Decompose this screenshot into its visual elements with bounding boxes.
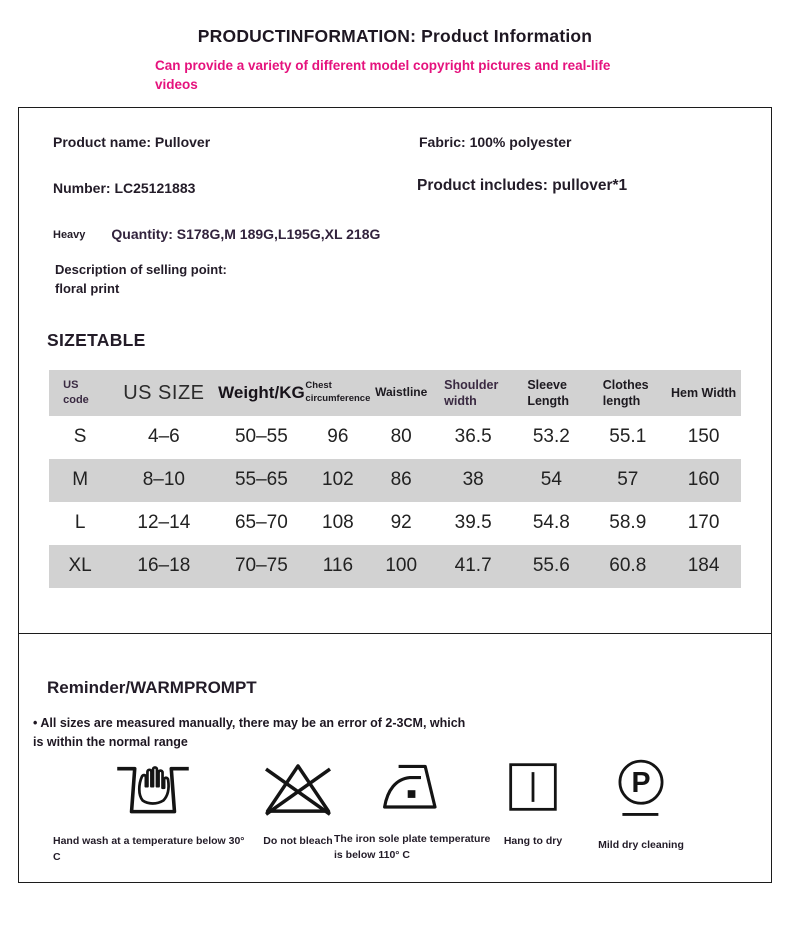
- table-cell: 150: [687, 425, 720, 447]
- table-cell: 184: [687, 554, 720, 576]
- table-cell: 65–70: [234, 511, 288, 533]
- table-cell: 55–65: [234, 468, 288, 490]
- table-cell: 80: [390, 425, 412, 447]
- hand-wash-icon: [113, 756, 193, 818]
- table-row: [49, 545, 741, 588]
- table-cell: 36.5: [454, 425, 492, 447]
- table-cell: 100: [385, 554, 418, 576]
- table-cell: 54: [540, 468, 562, 490]
- care-label: The iron sole plate temperature is below 110° C: [334, 832, 491, 862]
- table-cell: 12–14: [137, 511, 191, 533]
- hang-to-dry-icon: [502, 756, 564, 818]
- table-cell: 116: [322, 554, 354, 576]
- reminder-heading: Reminder/WARMPROMPT: [47, 677, 257, 697]
- do-not-bleach-icon: [259, 756, 337, 818]
- table-cell: S: [73, 425, 87, 447]
- page-title: PRODUCTINFORMATION: Product Information: [197, 26, 593, 46]
- care-item-hand-wash: [53, 756, 253, 866]
- col-header-clothes-length: Clothes length: [602, 377, 649, 408]
- table-cell: 53.2: [532, 425, 570, 447]
- selling-point-description: [55, 260, 227, 298]
- heavy-label: Heavy: [53, 228, 86, 241]
- table-cell: 50–55: [234, 425, 288, 447]
- table-cell: 170: [687, 511, 720, 533]
- iron-low-temperature-icon: [379, 756, 449, 816]
- table-cell: 60.8: [609, 554, 647, 576]
- table-header-row: [49, 370, 741, 416]
- table-cell: 102: [322, 468, 354, 490]
- table-cell: 70–75: [234, 554, 288, 576]
- col-header-shoulder: Shoulder width: [444, 377, 499, 408]
- reminder-note: • All sizes are measured manually, there may be an error of 2-3CM, which is within the normal range: [33, 715, 466, 749]
- product-info-panel: [18, 107, 772, 634]
- care-label: Hand wash at a temperature below 30° C: [53, 834, 245, 864]
- product-number: Number: LC25121883: [53, 179, 196, 196]
- table-cell: 160: [687, 468, 720, 490]
- table-cell: 39.5: [454, 511, 492, 533]
- table-cell: 4–6: [148, 425, 180, 447]
- table-cell: 92: [390, 511, 412, 533]
- description-label: Description of selling point:: [55, 261, 227, 277]
- reminder-panel: [18, 634, 772, 883]
- size-table: [49, 370, 741, 588]
- table-cell: 57: [617, 468, 639, 490]
- table-cell: XL: [68, 554, 92, 576]
- care-item-iron-low: [334, 756, 494, 864]
- subtitle-note: Can provide a variety of different model copyright pictures and real-life videos: [155, 58, 611, 92]
- table-cell: 108: [322, 511, 354, 533]
- size-table-body: [49, 416, 741, 588]
- table-cell: 8–10: [142, 468, 185, 490]
- quantity-value: Quantity: S178G,M 189G,L195G,XL 218G: [111, 225, 381, 242]
- fabric: Fabric: 100% polyester: [419, 133, 572, 150]
- table-cell: 54.8: [532, 511, 570, 533]
- weight-quantity-row: [53, 226, 380, 244]
- table-row: [49, 502, 741, 545]
- description-value: floral print: [55, 280, 120, 296]
- col-header-us-size: US SIZE: [123, 381, 205, 404]
- table-cell: 96: [327, 425, 349, 447]
- svg-text:P: P: [631, 766, 651, 799]
- table-cell: 38: [462, 468, 484, 490]
- table-cell: 58.9: [609, 511, 647, 533]
- col-header-weight: Weight/KG: [218, 382, 305, 402]
- table-cell: L: [74, 511, 86, 533]
- col-header-hem-width: Hem Width: [670, 385, 737, 400]
- care-item-dry-clean: [571, 756, 711, 853]
- table-row: [49, 459, 741, 502]
- product-includes: Product includes: pullover*1: [417, 176, 628, 194]
- table-cell: 55.6: [532, 554, 570, 576]
- care-label: Mild dry cleaning: [598, 838, 684, 851]
- mild-dry-cleaning-icon: [610, 756, 672, 822]
- table-cell: 86: [390, 468, 412, 490]
- col-header-us-code: US code: [63, 379, 89, 406]
- table-cell: 41.7: [454, 554, 492, 576]
- table-cell: 16–18: [137, 554, 191, 576]
- table-cell: M: [72, 468, 89, 490]
- size-table-heading: SIZETABLE: [47, 329, 146, 350]
- product-name: Product name: Pullover: [53, 133, 211, 150]
- col-header-waistline: Waistline: [375, 384, 428, 399]
- col-header-chest: Chest circumference: [305, 380, 371, 404]
- table-row: [49, 416, 741, 459]
- table-cell: 55.1: [609, 425, 647, 447]
- col-header-sleeve: Sleeve Length: [527, 377, 569, 408]
- care-label: Hang to dry: [503, 834, 563, 847]
- care-label: Do not bleach: [263, 834, 333, 847]
